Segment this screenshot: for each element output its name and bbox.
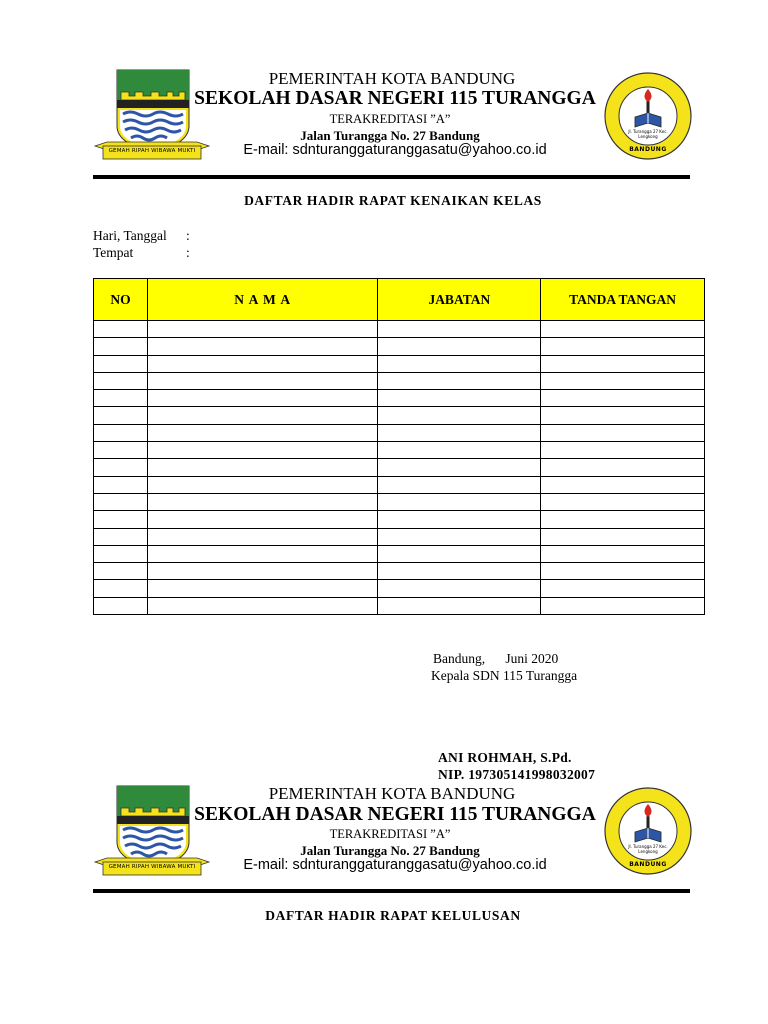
- accreditation-2: TERAKREDITASI ”A”: [329, 827, 451, 841]
- city-emblem-2: [93, 782, 211, 876]
- column-header-no: NO: [94, 279, 148, 321]
- position-cell[interactable]: [378, 493, 541, 510]
- position-cell[interactable]: [378, 355, 541, 372]
- table-row: [94, 355, 705, 372]
- document-title-2: DAFTAR HADIR RAPAT KELULUSAN: [265, 908, 521, 923]
- signature-cell[interactable]: [541, 321, 705, 338]
- position-cell[interactable]: [378, 390, 541, 407]
- position-cell[interactable]: [378, 597, 541, 614]
- no-cell[interactable]: [94, 442, 148, 459]
- name-cell[interactable]: [147, 476, 378, 493]
- name-cell[interactable]: [147, 563, 378, 580]
- signatory-name: ANI ROHMAH, S.Pd.: [438, 750, 572, 765]
- date-colon: :: [186, 228, 190, 243]
- school-seal-2: [603, 786, 693, 876]
- emblem-motto: GEMAH RIPAH WIBAWA MUKTI: [108, 148, 196, 154]
- signature-cell[interactable]: [541, 545, 705, 562]
- emblem-motto: GEMAH RIPAH WIBAWA MUKTI: [108, 864, 196, 870]
- signature-position: Kepala SDN 115 Turangga: [431, 668, 578, 683]
- position-cell[interactable]: [378, 321, 541, 338]
- no-cell[interactable]: [94, 563, 148, 580]
- no-cell[interactable]: [94, 476, 148, 493]
- table-row: [94, 372, 705, 389]
- school-name: SEKOLAH DASAR NEGERI 115 TURANGGA: [194, 88, 596, 109]
- table-row: [94, 528, 705, 545]
- name-cell[interactable]: [147, 511, 378, 528]
- name-cell[interactable]: [147, 424, 378, 441]
- name-cell[interactable]: [147, 459, 378, 476]
- table-row: [94, 338, 705, 355]
- no-cell[interactable]: [94, 355, 148, 372]
- name-cell[interactable]: [147, 493, 378, 510]
- school-name-2: SEKOLAH DASAR NEGERI 115 TURANGGA: [194, 804, 596, 825]
- no-cell[interactable]: [94, 580, 148, 597]
- accreditation: TERAKREDITASI ”A”: [329, 112, 451, 126]
- document-title: DAFTAR HADIR RAPAT KENAIKAN KELAS: [244, 193, 542, 208]
- position-cell[interactable]: [378, 407, 541, 424]
- attendance-table: [93, 278, 705, 615]
- name-cell[interactable]: [147, 545, 378, 562]
- letterhead-rule-2: [93, 889, 690, 893]
- signature-cell[interactable]: [541, 407, 705, 424]
- table-row: [94, 424, 705, 441]
- position-cell[interactable]: [378, 372, 541, 389]
- position-cell[interactable]: [378, 442, 541, 459]
- signature-cell[interactable]: [541, 597, 705, 614]
- name-cell[interactable]: [147, 528, 378, 545]
- government-name-2: PEMERINTAH KOTA BANDUNG: [268, 784, 516, 803]
- government-name: PEMERINTAH KOTA BANDUNG: [268, 69, 516, 88]
- no-cell[interactable]: [94, 390, 148, 407]
- position-cell[interactable]: [378, 476, 541, 493]
- signature-cell[interactable]: [541, 580, 705, 597]
- email-2: E-mail: sdnturanggaturanggasatu@yahoo.co.id: [243, 857, 547, 873]
- signature-cell[interactable]: [541, 355, 705, 372]
- signature-cell[interactable]: [541, 476, 705, 493]
- name-cell[interactable]: [147, 580, 378, 597]
- position-cell[interactable]: [378, 338, 541, 355]
- position-cell[interactable]: [378, 528, 541, 545]
- signature-cell[interactable]: [541, 442, 705, 459]
- table-row: [94, 580, 705, 597]
- position-cell[interactable]: [378, 545, 541, 562]
- table-row: [94, 493, 705, 510]
- table-row: [94, 321, 705, 338]
- signature-cell[interactable]: [541, 511, 705, 528]
- no-cell[interactable]: [94, 597, 148, 614]
- no-cell[interactable]: [94, 407, 148, 424]
- no-cell[interactable]: [94, 528, 148, 545]
- name-cell[interactable]: [147, 355, 378, 372]
- signature-cell[interactable]: [541, 563, 705, 580]
- signature-cell[interactable]: [541, 372, 705, 389]
- table-row: [94, 442, 705, 459]
- position-cell[interactable]: [378, 563, 541, 580]
- signature-cell[interactable]: [541, 390, 705, 407]
- no-cell[interactable]: [94, 459, 148, 476]
- position-cell[interactable]: [378, 459, 541, 476]
- name-cell[interactable]: [147, 407, 378, 424]
- column-header-name: N A M A: [147, 279, 378, 321]
- signature-cell[interactable]: [541, 528, 705, 545]
- place-colon: :: [186, 245, 190, 260]
- signatory-nip: NIP. 197305141998032007: [438, 767, 596, 782]
- table-row: [94, 476, 705, 493]
- table-row: [94, 459, 705, 476]
- signature-cell[interactable]: [541, 459, 705, 476]
- table-row: [94, 545, 705, 562]
- address-2: Jalan Turangga No. 27 Bandung: [300, 843, 480, 858]
- signature-cell[interactable]: [541, 424, 705, 441]
- position-cell[interactable]: [378, 511, 541, 528]
- table-row: [94, 390, 705, 407]
- name-cell[interactable]: [147, 390, 378, 407]
- city-emblem: [93, 66, 211, 160]
- school-seal: [603, 71, 693, 161]
- name-cell[interactable]: [147, 321, 378, 338]
- signature-place-date: Bandung, Juni 2020: [433, 651, 559, 666]
- address: Jalan Turangga No. 27 Bandung: [300, 128, 480, 143]
- name-cell[interactable]: [147, 372, 378, 389]
- table-row: [94, 511, 705, 528]
- no-cell[interactable]: [94, 511, 148, 528]
- seal-inner-text: Jl. Turangga 27 Kec. Lengkong: [628, 844, 668, 854]
- no-cell[interactable]: [94, 321, 148, 338]
- column-header-position: JABATAN: [378, 279, 541, 321]
- table-body: [94, 321, 705, 615]
- email: E-mail: sdnturanggaturanggasatu@yahoo.co.id: [243, 142, 547, 158]
- table-row: [94, 597, 705, 614]
- position-cell[interactable]: [378, 580, 541, 597]
- seal-inner-text: Jl. Turangga 27 Kec. Lengkong: [628, 129, 668, 139]
- signature-cell[interactable]: [541, 493, 705, 510]
- table-row: [94, 407, 705, 424]
- no-cell[interactable]: [94, 338, 148, 355]
- position-cell[interactable]: [378, 424, 541, 441]
- no-cell[interactable]: [94, 424, 148, 441]
- no-cell[interactable]: [94, 372, 148, 389]
- signature-cell[interactable]: [541, 338, 705, 355]
- name-cell[interactable]: [147, 442, 378, 459]
- name-cell[interactable]: [147, 338, 378, 355]
- table-row: [94, 563, 705, 580]
- no-cell[interactable]: [94, 545, 148, 562]
- table-header-row: [94, 279, 705, 321]
- seal-bottom-text: BANDUNG: [629, 861, 667, 868]
- bandung-emblem-icon: [93, 66, 211, 160]
- date-label: Hari, Tanggal: [93, 228, 167, 243]
- column-header-signature: TANDA TANGAN: [541, 279, 705, 321]
- bandung-emblem-icon: [93, 782, 211, 876]
- no-cell[interactable]: [94, 493, 148, 510]
- place-label: Tempat: [93, 245, 134, 260]
- name-cell[interactable]: [147, 597, 378, 614]
- letterhead-rule: [93, 175, 690, 179]
- seal-bottom-text: BANDUNG: [629, 146, 667, 153]
